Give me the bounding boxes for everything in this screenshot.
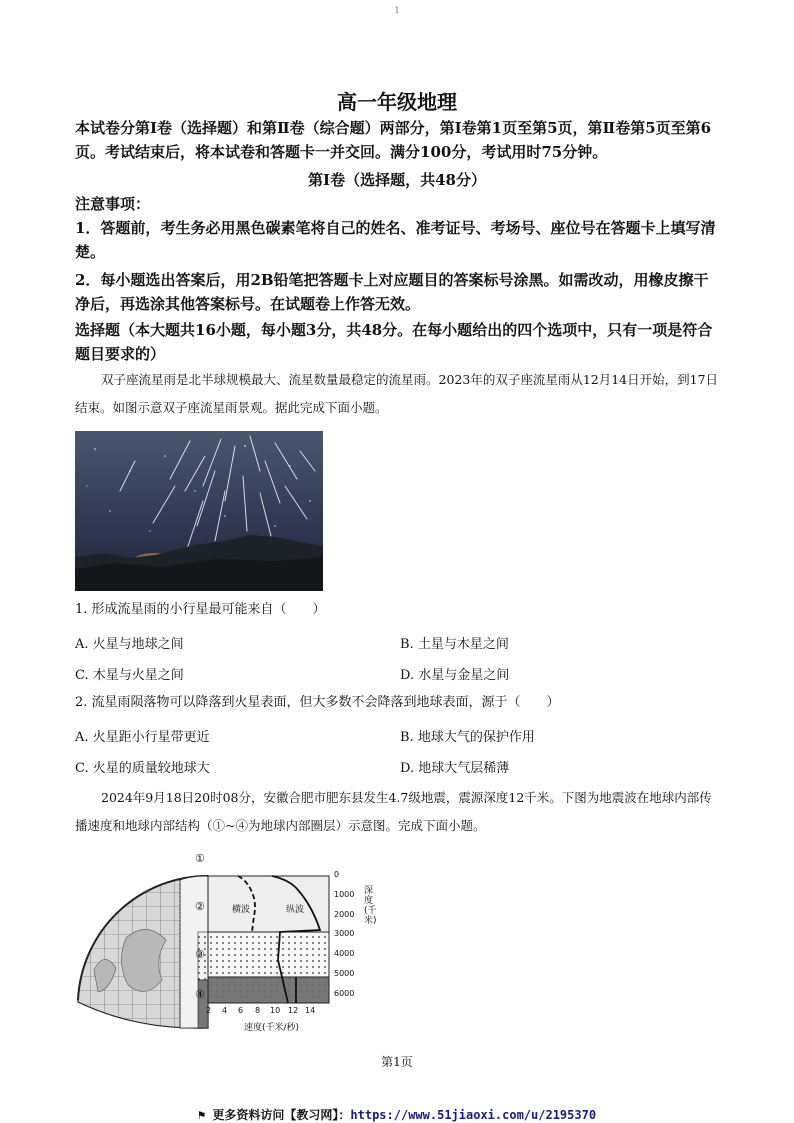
notice-item-2: 2．每小题选出答案后，用2B铅笔把答题卡上对应题目的答案标号涂黑。如需改动，用橡皮擦干净后，再选涂其他答案标号。在试题卷上作答无效。	[75, 271, 709, 313]
footer-link[interactable]: https://www.51jiaoxi.com/u/2195370	[350, 1108, 597, 1122]
question-2-stem: 2. 流星雨陨落物可以降落到火星表面，但大多数不会降落到地球表面，源于（ ）	[75, 695, 560, 710]
footer-prefix: 更多资料访问【教习网】：	[212, 1108, 351, 1122]
notice-heading: 注意事项：	[75, 195, 151, 213]
depth-tick: 1000	[334, 890, 355, 899]
earth-interior-svg	[76, 850, 386, 1035]
speed-tick: 12	[288, 1006, 299, 1015]
layer-label-1: ①	[195, 852, 205, 865]
flag-icon: ⚑	[197, 1108, 213, 1122]
page-top-mark: 1	[394, 6, 400, 15]
passage-earthquake: 2024年9月18日20时08分，安徽合肥市肥东县发生4.7级地震，震源深度12千米。下图为地震波在地球内部传播速度和地球内部结构（①~④为地球内部圈层）示意图。完成下面小题。	[75, 790, 712, 833]
meteor-shower-photo	[75, 431, 323, 591]
depth-tick: 6000	[334, 989, 355, 998]
depth-tick: 0	[334, 870, 340, 879]
layer-label-4: ④	[195, 988, 205, 1001]
earth-interior-diagram	[76, 850, 386, 1035]
section-title: 第Ⅰ卷（选择题，共48分）	[308, 171, 486, 189]
depth-tick: 2000	[334, 910, 355, 919]
passage-meteor: 双子座流星雨是北半球规模最大、流星数量最稳定的流星雨。2023年的双子座流星雨从12月14日开始，到17日结束。如图示意双子座流星雨景观。据此完成下面小题。	[75, 372, 719, 415]
depth-axis-label: 深度(千米)	[364, 886, 377, 926]
depth-tick: 4000	[334, 949, 355, 958]
speed-tick: 10	[270, 1006, 281, 1015]
selection-intro: 选择题（本大题共16小题，每小题3分，共48分。在每小题给出的四个选项中，只有一项是符合题目要求的）	[75, 321, 713, 363]
exam-title: 高一年级地理	[337, 90, 457, 114]
p-wave-label: 纵波	[286, 905, 305, 915]
speed-tick: 2	[206, 1006, 212, 1015]
layer-label-3: ③	[195, 948, 205, 961]
q1-option-c[interactable]: C. 木星与火星之间	[75, 668, 184, 683]
q2-option-a[interactable]: A. 火星距小行星带更近	[75, 730, 210, 745]
meteor-photo-image	[75, 431, 323, 591]
q2-option-d[interactable]: D. 地球大气层稀薄	[400, 761, 510, 776]
speed-tick: 8	[255, 1006, 261, 1015]
s-wave-label: 横波	[232, 905, 251, 915]
page-number: 第1页	[381, 1055, 413, 1069]
footer-banner	[0, 1106, 794, 1123]
q2-option-b[interactable]: B. 地球大气的保护作用	[400, 730, 535, 745]
question-1-stem: 1. 形成流星雨的小行星最可能来自（ ）	[75, 602, 326, 617]
layer-label-2: ②	[195, 900, 205, 913]
speed-tick: 6	[238, 1006, 244, 1015]
speed-axis-label: 速度(千米/秒)	[244, 1023, 300, 1033]
speed-tick: 14	[305, 1006, 316, 1015]
depth-tick: 3000	[334, 929, 355, 938]
q1-option-d[interactable]: D. 水星与金星之间	[400, 668, 510, 683]
depth-tick: 5000	[334, 969, 355, 978]
speed-tick: 4	[222, 1006, 228, 1015]
q1-option-a[interactable]: A. 火星与地球之间	[75, 637, 184, 652]
notice-item-1: 1．答题前，考生务必用黑色碳素笔将自己的姓名、准考证号、考场号、座位号在答题卡上填写清楚。	[75, 219, 716, 261]
exam-intro: 本试卷分第Ⅰ卷（选择题）和第Ⅱ卷（综合题）两部分，第Ⅰ卷第1页至第5页，第Ⅱ卷第5页至第6页。考试结束后，将本试卷和答题卡一并交回。满分100分，考试用时75分钟。	[75, 119, 712, 161]
q1-option-b[interactable]: B. 土星与木星之间	[400, 637, 509, 652]
q2-option-c[interactable]: C. 火星的质量较地球大	[75, 761, 210, 776]
